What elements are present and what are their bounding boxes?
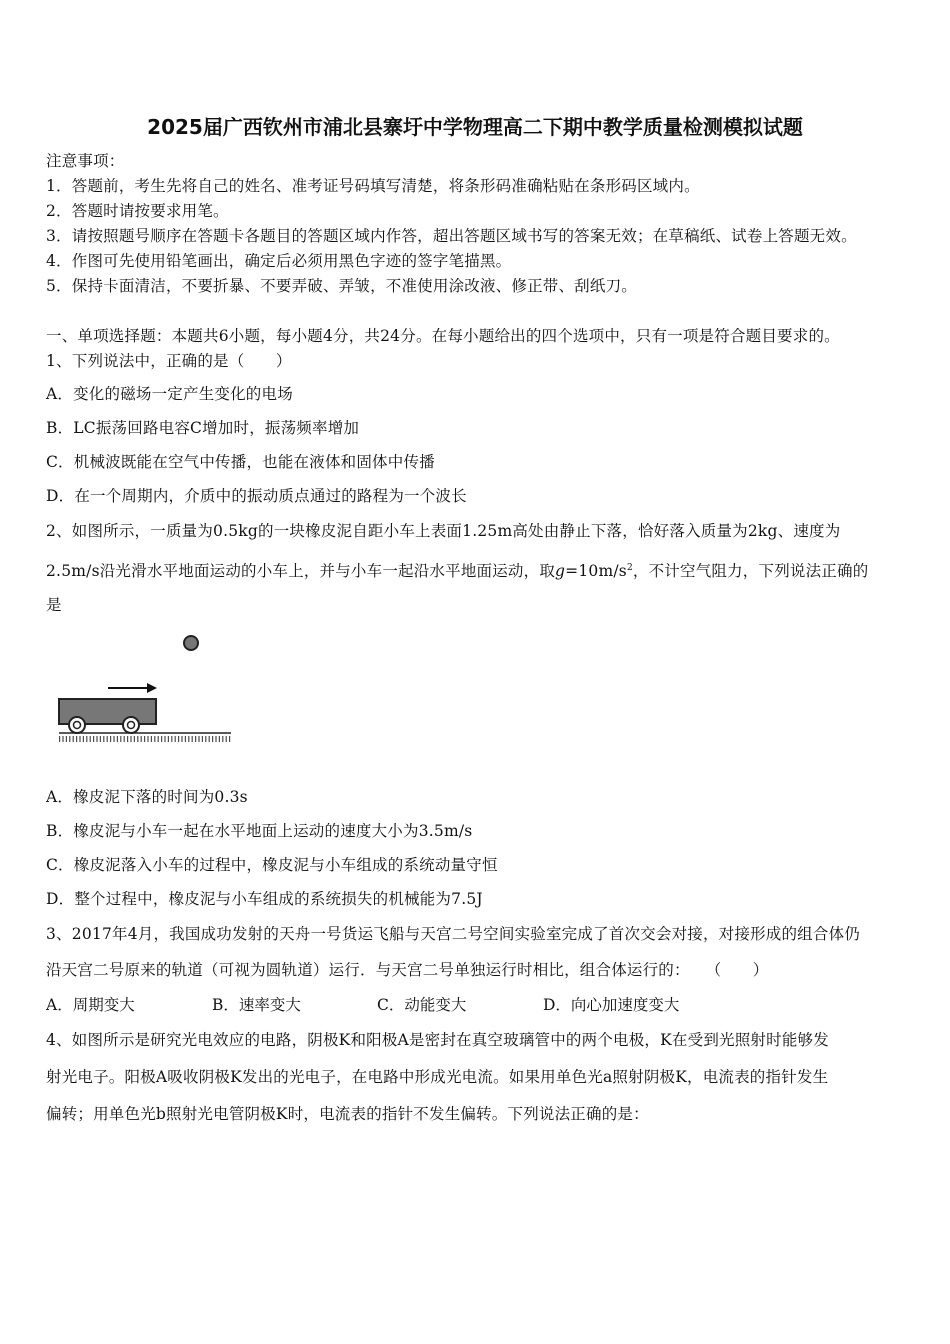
option-a: A．周期变大	[46, 996, 135, 1014]
note-item: 1．答题前，考生先将自己的姓名、准考证号码填写清楚，将条形码准确粘贴在条形码区域内。	[46, 177, 700, 195]
option-b: B．LC振荡回路电容C增加时，振荡频率增加	[46, 419, 360, 437]
ground	[59, 733, 231, 739]
option-d: D．向心加速度变大	[543, 996, 680, 1014]
option-a: A．变化的磁场一定产生变化的电场	[46, 385, 293, 403]
superscript: 2	[626, 563, 633, 573]
question-stem-line2	[46, 558, 868, 581]
question-stem-line2: 射光电子。阳极A吸收阴极K发出的光电子，在电路中形成光电流。如果用单色光a照射阴极K，电流表的指针发生	[46, 1068, 829, 1086]
page-title: 2025届广西钦州市浦北县寨圩中学物理高二下期中教学质量检测模拟试题	[147, 115, 803, 139]
cart-figure	[55, 628, 235, 743]
option-c: C．橡皮泥落入小车的过程中，橡皮泥与小车组成的系统动量守恒	[46, 856, 498, 874]
section-heading: 一、单项选择题：本题共6小题，每小题4分，共24分。在每小题给出的四个选项中，只有一项是符合题目要求的。	[46, 327, 840, 345]
question-stem-line2: 沿天宫二号原来的轨道（可视为圆轨道）运行．与天宫二号单独运行时相比，组合体运行的： （ ）	[46, 961, 769, 979]
g-symbol: g	[555, 562, 566, 581]
option-b: B．速率变大	[212, 996, 301, 1014]
note-item: 3．请按照题号顺序在答题卡各题目的答题区域内作答，超出答题区域书写的答案无效；在草稿纸、试卷上答题无效。	[46, 227, 857, 245]
clay-ball	[184, 636, 198, 650]
question-stem-line3: 是	[46, 596, 62, 614]
stem-text: 2.5m/s沿光滑水平地面运动的小车上，并与小车一起沿水平地面运动，取	[46, 562, 556, 581]
question-stem-line3: 偏转；用单色光b照射光电管阴极K时，电流表的指针不发生偏转。下列说法正确的是：	[46, 1105, 649, 1123]
option-d: D．整个过程中，橡皮泥与小车组成的系统损失的机械能为7.5J	[46, 890, 483, 908]
note-item: 5．保持卡面清洁，不要折暴、不要弄破、弄皱，不准使用涂改液、修正带、刮纸刀。	[46, 277, 637, 295]
question-stem: 3、2017年4月，我国成功发射的天舟一号货运飞船与天宫二号空间实验室完成了首次交会对接，对接形成的组合体仍	[46, 925, 860, 943]
stem-text: ，不计空气阻力，下列说法正确的	[632, 562, 869, 581]
note-item: 4．作图可先使用铅笔画出，确定后必须用黑色字迹的签字笔描黑。	[46, 252, 512, 270]
question-stem: 1、下列说法中，正确的是（ ）	[46, 352, 292, 370]
option-d: D．在一个周期内，介质中的振动质点通过的路程为一个波长	[46, 487, 467, 505]
option-c: C．机械波既能在空气中传播，也能在液体和固体中传播	[46, 453, 435, 471]
notes-heading: 注意事项：	[46, 152, 125, 170]
option-b: B．橡皮泥与小车一起在水平地面上运动的速度大小为3.5m/s	[46, 822, 473, 840]
velocity-arrow-icon	[108, 683, 157, 693]
question-stem: 2、如图所示，一质量为0.5kg的一块橡皮泥自距小车上表面1.25m高处由静止下落，恰好落入质量为2kg、速度为	[46, 522, 841, 540]
stem-text: =10m/s	[565, 562, 627, 581]
question-stem: 4、如图所示是研究光电效应的电路，阴极K和阳极A是密封在真空玻璃管中的两个电极，K在受到光照射时能够发	[46, 1031, 829, 1049]
option-a: A．橡皮泥下落的时间为0.3s	[46, 788, 248, 806]
note-item: 2．答题时请按要求用笔。	[46, 202, 229, 220]
option-c: C．动能变大	[377, 996, 467, 1014]
